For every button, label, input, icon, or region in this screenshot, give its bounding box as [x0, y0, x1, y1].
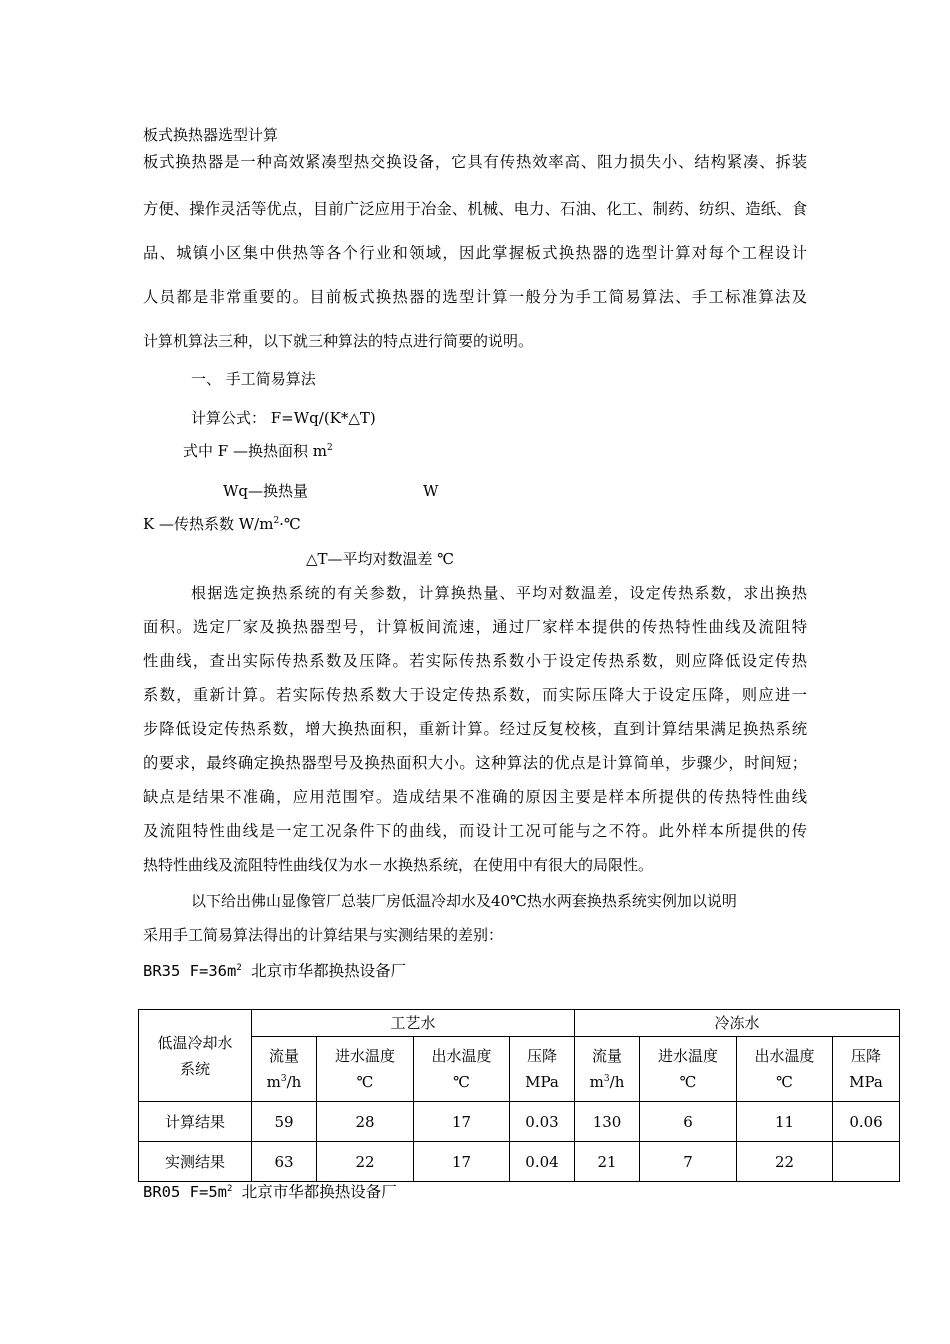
table-row [139, 1142, 900, 1182]
table-cell: 17 [414, 1142, 510, 1182]
definition-wq-unit: W [423, 482, 439, 500]
intro-line: 方便、操作灵活等优点，目前广泛应用于冶金、机械、电力、石油、化工、制药、纺织、造纸、食 [143, 200, 807, 218]
table-cell-label: 实测结果 [139, 1142, 252, 1182]
section-heading: 一、 手工简易算法 [191, 370, 316, 388]
definition-f: 式中 F —换热面积 $m^2$ [183, 442, 333, 460]
table-column-header: 流量 $m^3/h$ [575, 1037, 640, 1102]
table-row [139, 1102, 900, 1142]
table-cell: 63 [252, 1142, 317, 1182]
paragraph-line: 性曲线，查出实际传热系数及压降。若实际传热系数小于设定传热系数，则应降低设定传热 [143, 652, 807, 670]
table-column-header: 出水温度 ℃ [737, 1037, 833, 1102]
table-column-header: 进水温度 ℃ [640, 1037, 737, 1102]
table-cell: 22 [737, 1142, 833, 1182]
paragraph-line: 及流阻特性曲线是一定工况条件下的曲线，而设计工况可能与之不符。此外样本所提供的传 [143, 822, 807, 840]
paragraph-line: 热特性曲线及流阻特性曲线仅为水－水换热系统，在使用中有很大的局限性。 [143, 856, 654, 874]
table-row-header: 低温冷却水 系统 [139, 1010, 252, 1102]
table-group-header: 工艺水 [252, 1010, 575, 1037]
definition-wq: Wq—换热量 [223, 482, 309, 500]
table-cell: 0.06 [833, 1102, 900, 1142]
table-column-header: 进水温度 ℃ [317, 1037, 414, 1102]
paragraph-line: 采用手工简易算法得出的计算结果与实测结果的差别： [143, 926, 504, 944]
table-column-header: 压降 MPa [833, 1037, 900, 1102]
paragraph-line: 缺点是结果不准确，应用范围窄。造成结果不准确的原因主要是样本所提供的传热特性曲线 [143, 788, 807, 806]
intro-line: 品、城镇小区集中供热等各个行业和领域，因此掌握板式换热器的选型计算对每个工程设计 [143, 244, 807, 262]
table-group-header: 冷冻水 [575, 1010, 900, 1037]
table-cell: 22 [317, 1142, 414, 1182]
table-caption: BR05 $F=5m^2$ 北京市华都换热设备厂 [143, 1183, 397, 1201]
paragraph-line: 根据选定换热系统的有关参数，计算换热量、平均对数温差，设定传热系数，求出换热 [191, 584, 807, 602]
table-caption: BR35 $F=36m^2$ 北京市华都换热设备厂 [143, 962, 407, 980]
table-column-header: 出水温度 ℃ [414, 1037, 510, 1102]
table-cell: 21 [575, 1142, 640, 1182]
paragraph-line: 步降低设定传热系数，增大换热面积，重新计算。经过反复校核，直到计算结果满足换热系统 [143, 720, 807, 738]
paragraph-line: 的要求，最终确定换热器型号及换热面积大小。这种算法的优点是计算简单，步骤少，时间短； [143, 754, 807, 772]
table-cell-label: 计算结果 [139, 1102, 252, 1142]
intro-line: 板式换热器是一种高效紧凑型热交换设备，它具有传热效率高、阻力损失小、结构紧凑、拆装 [143, 153, 807, 171]
table-cell: 0.04 [510, 1142, 575, 1182]
formula-line: 计算公式： F=Wq/(K*△T) [191, 409, 376, 427]
table-cell: 28 [317, 1102, 414, 1142]
intro-line: 人员都是非常重要的。目前板式换热器的选型计算一般分为手工简易算法、手工标准算法及 [143, 288, 807, 306]
table-column-header: 流量 $m^3/h$ [252, 1037, 317, 1102]
paragraph-line: 以下给出佛山显像管厂总装厂房低温冷却水及40℃热水两套换热系统实例加以说明 [191, 892, 737, 910]
table-cell: 11 [737, 1102, 833, 1142]
definition-k: K —传热系数 $W/m^2\cdot℃$ [143, 515, 301, 533]
paragraph-line: 面积。选定厂家及换热器型号，计算板间流速，通过厂家样本提供的传热特性曲线及流阻特 [143, 618, 807, 636]
table-cell: 7 [640, 1142, 737, 1182]
definition-dt: △T—平均对数温差 ℃ [306, 550, 455, 568]
table-cell [833, 1142, 900, 1182]
document-title: 板式换热器选型计算 [143, 126, 279, 144]
table-column-header: 压降 MPa [510, 1037, 575, 1102]
results-table [138, 1009, 900, 1182]
table-cell: 0.03 [510, 1102, 575, 1142]
intro-line: 计算机算法三种，以下就三种算法的特点进行简要的说明。 [143, 332, 534, 350]
table-cell: 6 [640, 1102, 737, 1142]
table-cell: 130 [575, 1102, 640, 1142]
paragraph-line: 系数，重新计算。若实际传热系数大于设定传热系数，而实际压降大于设定压降，则应进一 [143, 686, 807, 704]
table-cell: 17 [414, 1102, 510, 1142]
table-cell: 59 [252, 1102, 317, 1142]
